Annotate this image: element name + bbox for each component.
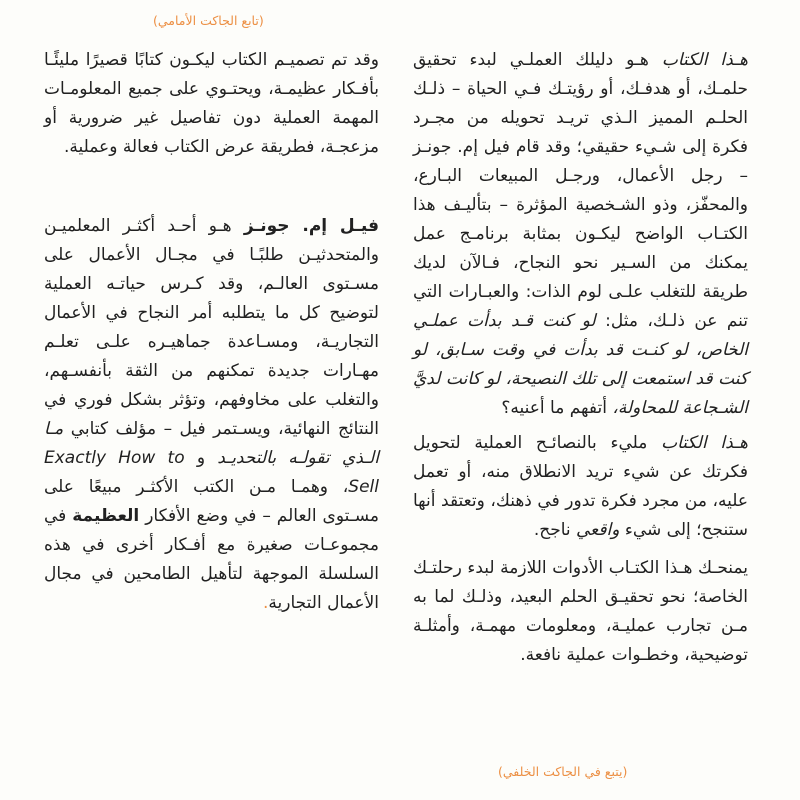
paragraph-tools-provided xyxy=(413,554,748,670)
text-segment-bold: فيـل إم. جونـز xyxy=(243,216,379,236)
text-segment-latin_italic: Exactly How to Sell xyxy=(44,448,379,497)
jacket-back-continues-note: (يتبع في الجاكت الخلفي) xyxy=(498,764,628,779)
text-segment-italic: مـا الـذي تقولـه بالتحديـد xyxy=(44,419,379,468)
text-segment-normal: هـو أحـد أكثـر المعلميـن والمتحدثيـن طلبًـا في مجـال الأعمال على مسـتوى العالـم، وقد كـرس حياتـه العملية لتوضيح كل ما يتطلبه أمر النجاح في الأعمال التجاريـة، ومسـاعدة جماهيـره علـى تعلـم مهـارات جديدة تمكنهم من الثقة بأنفسـهم، والتغلب على مخاوفهم، وتؤثر بشكل فوري في النتائج النهائية، ويسـتمر فيل – مؤلف كتابي xyxy=(44,216,379,439)
text-segment-normal: في مجموعـات صغيرة مع أفـكار أخرى في هذه السلسلة الموجهة لتأهيل الطامحين في مجال الأعمال التجارية xyxy=(44,506,379,613)
text-segment-normal: وقد تم تصميـم الكتاب ليكـون كتابًا قصيرًا مليئًـا بأفـكار عظيمـة، ويحتـوي على جميع المعلومـات المهمة العملية دون تفاصيل غير ضرورية أو مزعجـة، فطريقة عرض الكتاب فعالة وعملية. xyxy=(44,50,379,157)
text-segment-normal: و xyxy=(184,448,218,468)
left-text-column xyxy=(44,46,379,670)
text-segment-bold: العظيمة xyxy=(72,506,140,526)
text-segment-normal: ناجح. xyxy=(533,520,577,540)
text-segment-italic: هـذا الكتاب xyxy=(661,50,748,70)
text-segment-italic: لو كنت قـد بدأت عملـي الخاص، لو كنـت قد بدأت في وقت سـابق، لو كنت قد استمعت إلى تلك النصيحة، لو كانت لديَّ الشـجاعة للمحاولة، xyxy=(413,311,748,418)
body-text-columns xyxy=(44,46,748,670)
text-segment-orange: . xyxy=(263,593,269,613)
paragraph-practical-advice xyxy=(413,429,748,545)
paragraph-author-bio xyxy=(44,212,379,618)
text-segment-normal: مليء بالنصائـح العملية لتحويل فكرتك عن شيء تريد الانطلاق منه، أو تعمل عليه، من مجرد فكرة تدور في ذهنك، وتعتقد أنها ستنجح؛ إلى شيء xyxy=(413,433,748,540)
jacket-front-continued-note: (تابع الجاكت الأمامي) xyxy=(153,13,264,28)
text-segment-normal: هـو دليلك العملـي لبدء تحقيق حلمـك، أو هدفـك، أو رؤيتـك فـي الحياة – ذلـك الحلـم المميز الـذي تريـد تحويله من مجـرد فكرة إلى شـيء حقيقي؛ وقد قام فيل إم. جونـز – رجل الأعمال، ورجـل المبيعات البـارع، والمحفّز، وذو الشـخصية المؤثرة – بتأليـف هذا الكتـاب الواضح ليكـون بمثابة برنامـج عمل يمكنك من السـير نحو النجاح، فـالآن لديك طريقة للتغلب علـى لوم الذات: والعبـارات التي تنم عن ذلـك، مثل: xyxy=(413,50,748,331)
text-segment-normal: أتفهم ما أعنيه؟ xyxy=(501,398,613,418)
text-segment-italic: هـذا الكتاب xyxy=(661,433,748,453)
text-segment-italic: واقعي xyxy=(576,520,620,540)
paragraph-book-design xyxy=(44,46,379,162)
paragraph-book-intro xyxy=(413,46,748,423)
right-text-column xyxy=(413,46,748,670)
text-segment-normal: يمنحـك هـذا الكتـاب الأدوات اللازمة لبدء رحلتـك الخاصة؛ نحو تحقيـق الحلم البعيد، وذلـك لما به مـن تجارب عمليـة، ومعلومات مهمـة، وأمثلـة توضيحية، وخطـوات عملية نافعة. xyxy=(413,558,748,665)
text-segment-normal: ، وهمـا مـن الكتب الأكثـر مبيعًا على مسـتوى العالم – في وضع الأفكار xyxy=(44,477,380,526)
